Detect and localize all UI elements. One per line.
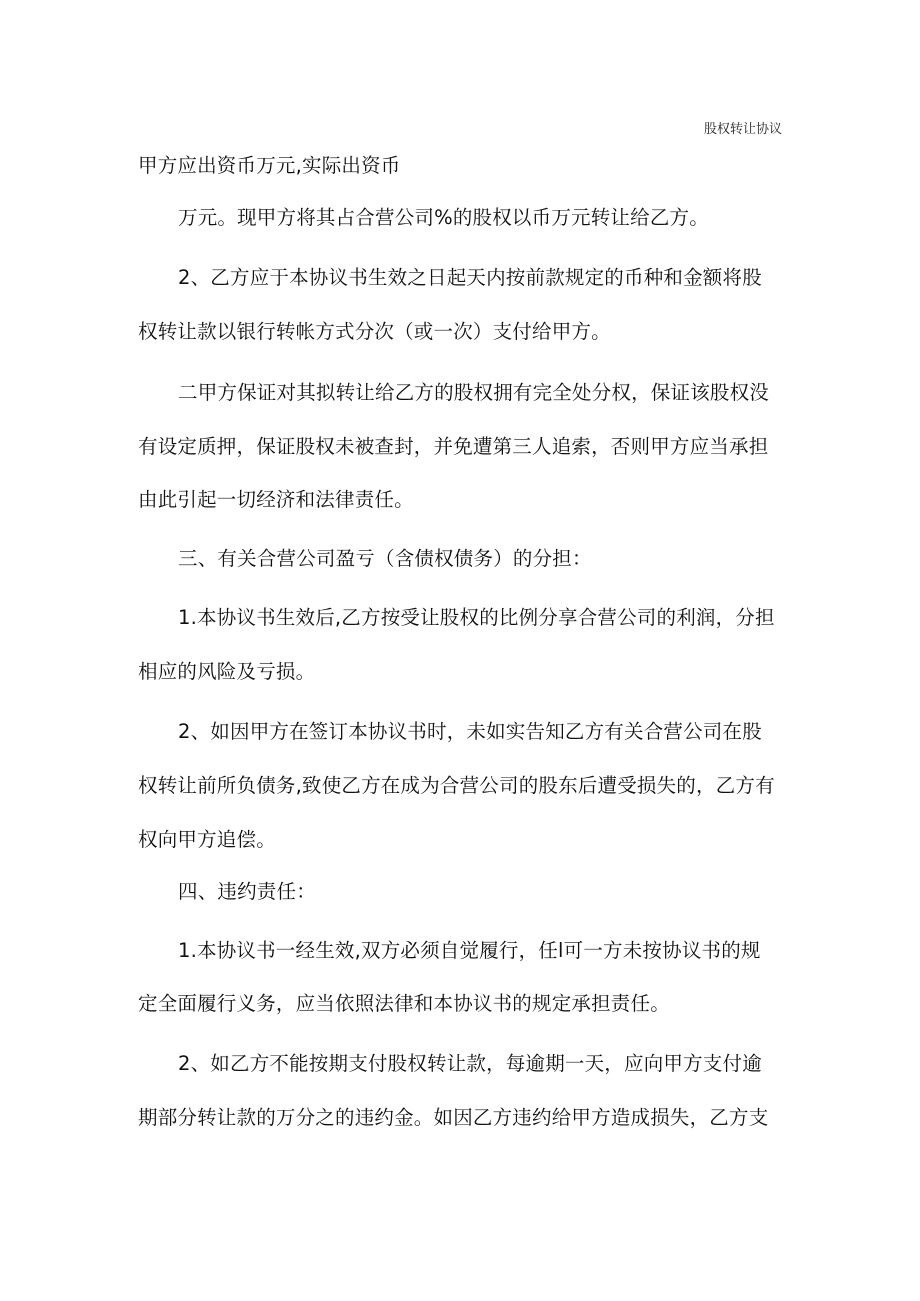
text-line: 1.本协议书生效后,乙方按受让股权的比例分享合营公司的利润，分担 bbox=[178, 606, 775, 629]
text-line: 甲方应出资币万元,实际出资币 bbox=[138, 154, 401, 177]
text-line: 有设定质押，保证股权未被查封，并免遭第三人追索，否则甲方应当承担 bbox=[138, 435, 769, 458]
text-line: 相应的风险及亏损。 bbox=[138, 660, 316, 683]
text-line: 三、有关合营公司盈亏（含债权债务）的分担： bbox=[178, 547, 592, 570]
text-line: 2、乙方应于本协议书生效之日起天内按前款规定的币种和金额将股 bbox=[178, 266, 762, 289]
text-line: 四、违约责任： bbox=[178, 880, 316, 903]
text-line: 权转让款以银行转帐方式分次（或一次）支付给甲方。 bbox=[138, 320, 611, 343]
text-line: 万元。现甲方将其占合营公司%的股权以币万元转让给乙方。 bbox=[178, 206, 709, 229]
text-line: 2、如因甲方在签订本协议书时，未如实告知乙方有关合营公司在股 bbox=[178, 720, 762, 743]
text-line: 定全面履行义务，应当依照法律和本协议书的规定承担责任。 bbox=[138, 992, 670, 1015]
text-line: 权向甲方追偿。 bbox=[138, 828, 276, 851]
text-line: 二甲方保证对其拟转让给乙方的股权拥有完全处分权，保证该股权没 bbox=[178, 381, 770, 404]
text-line: 期部分转让款的万分之的违约金。如因乙方违约给甲方造成损失，乙方支 bbox=[138, 1106, 769, 1129]
text-line: 权转让前所负债务,致使乙方在成为合营公司的股东后遭受损失的，乙方有 bbox=[138, 774, 775, 797]
text-line: 2、如乙方不能按期支付股权转让款，每逾期一天，应向甲方支付逾 bbox=[178, 1052, 762, 1075]
text-line: 1.本协议书一经生效,双方必须自觉履行，任l可一方未按协议书的规 bbox=[178, 939, 761, 962]
text-line: 由此引起一切经济和法律责任。 bbox=[138, 488, 414, 511]
running-header: 股权转让协议 bbox=[703, 122, 782, 137]
